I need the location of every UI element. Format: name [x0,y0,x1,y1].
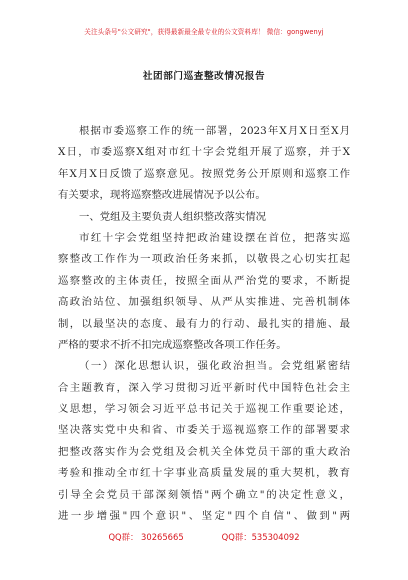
header-banner: 关注头条号"公文研究"，获得最新最全最专业的公文资料库！ 微信：gongwenyj [84,28,324,36]
body-line: 把整改落实作为会党组及会机关全体党员干部的重大政治 [58,445,350,458]
body-line: 合主题教育，深入学习贯彻习近平新时代中国特色社会主 [58,381,350,394]
body-line: 市红十字会党组坚持把政治建设摆在首位，把落实巡 [79,231,350,244]
section-heading: 一、党组及主要负责人组织整改落实情况 [79,210,267,223]
body-line: （一）深化思想认识，强化政治担当。会党组紧密结 [79,360,350,373]
body-line: 根据市委巡察工作的统一部署，2023年X月X日至X月 [79,125,350,137]
body-line: 考验和推动全市红十字事业高质量发展的重大契机，教育 [58,467,350,480]
body-line: 有关要求，现将巡察整改进展情况予以公布。 [58,189,266,202]
body-line: 坚决落实党中央和省、市委关于巡视巡察工作的部署要求 [58,424,350,437]
body-line: 严格的要求不折不扣完成巡察整改各项工作任务。 [58,338,287,351]
body-line: 巡察整改的主体责任，按照全面从严治党的要求，不断提 [58,274,350,287]
footer-qq-groups [0,531,408,543]
footer-qq-group-2: QQ群：535304092 [221,532,300,542]
footer-qq-group-1: QQ群： 30265665 [108,532,184,542]
body-line: 义思想，学习领会习近平总书记关于巡视工作重要论述， [58,403,350,416]
body-line: 制，以最坚决的态度、最有力的行动、最扎实的措施、最 [58,317,350,330]
body-line: 高政治站位、加强组织领导、从严从实推进、完善机制体 [58,296,350,309]
document-body [58,121,350,527]
body-line: X日，市委巡察X组对市红十字会党组开展了巡察，并于X [58,146,350,159]
body-line: 进一步增强"四个意识"、坚定"四个自信"、做到"两 [58,510,350,523]
body-line: 引导全会党员干部深刻领悟"两个确立"的决定性意义， [58,488,350,501]
document-title: 社团部门巡查整改情况报告 [142,71,266,82]
body-line: 年X月X日反馈了巡察意见。按照党务公开原则和巡察工作 [58,167,350,180]
body-line: 察整改工作作为一项政治任务来抓，以敬畏之心切实扛起 [58,253,350,266]
